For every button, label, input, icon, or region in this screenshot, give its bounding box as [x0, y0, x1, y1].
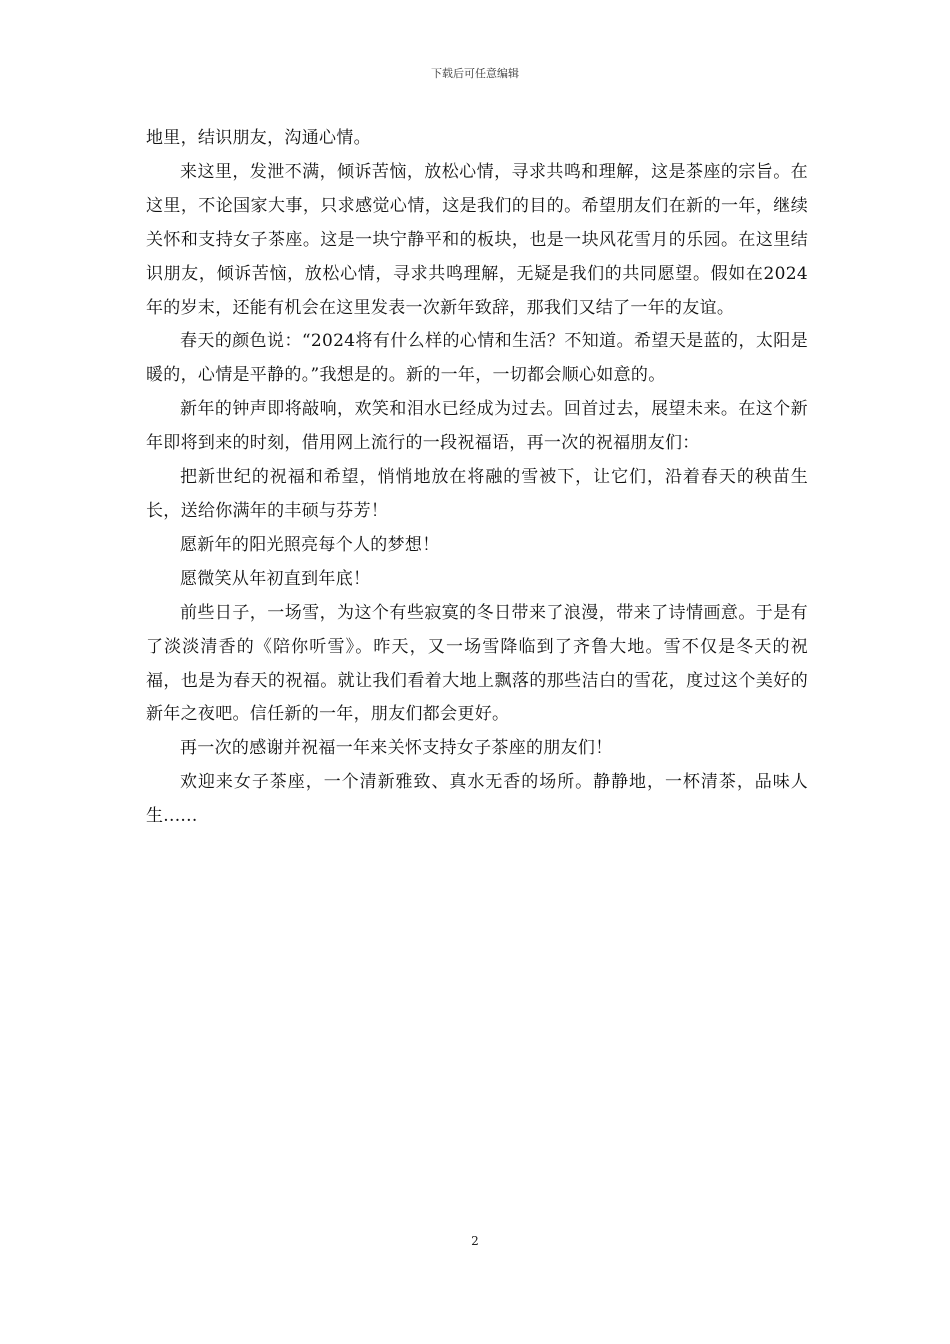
paragraph: 愿新年的阳光照亮每个人的梦想！ [180, 534, 440, 555]
document-body [146, 122, 808, 834]
paragraph: 来这里，发泄不满，倾诉苦恼，放松心情，寻求共鸣和理解，这是茶座的宗旨。在这里，不论国家大事，只求感觉心情，这是我们的目的。希望朋友们在新的一年，继续关怀和支持女子茶座。这是一块宁静平和的板块，也是一块风花雪月的乐园。在这里结识朋友，倾诉苦恼，放松心情，寻求共鸣理解，无疑是我们的共同愿望。假如在2024年的岁末，还能有机会在这里发表一次新年致辞，那我们又结了一年的友谊。 [146, 161, 808, 318]
paragraph: 愿微笑从年初直到年底！ [180, 568, 371, 589]
page-number: 2 [471, 1234, 479, 1248]
paragraph: 再一次的感谢并祝福一年来关怀支持女子茶座的朋友们！ [180, 738, 613, 759]
paragraph-continued: 地里，结识朋友，沟通心情。 [146, 128, 371, 148]
paragraph: 前些日子，一场雪，为这个有些寂寞的冬日带来了浪漫，带来了诗情画意。于是有了淡淡清香的《陪你听雪》。昨天，又一场雪降临到了齐鲁大地。雪不仅是冬天的祝福，也是为春天的祝福。就让我们看着大地上飘落的那些洁白的雪花，度过这个美好的新年之夜吧。信任新的一年，朋友们都会更好。 [146, 602, 808, 725]
paragraph: 欢迎来女子茶座，一个清新雅致、真水无香的场所。静静地，一杯清茶，品味人生...... [146, 772, 808, 827]
page-header: 下载后可任意编辑 [431, 67, 519, 80]
paragraph: 春天的颜色说：“2024将有什么样的心情和生活？不知道。希望天是蓝的，太阳是暖的，心情是平静的。”我想是的。新的一年，一切都会顺心如意的。 [146, 331, 808, 386]
paragraph: 把新世纪的祝福和希望，悄悄地放在将融的雪被下，让它们，沿着春天的秧苗生长，送给你满年的丰硕与芬芳！ [146, 467, 808, 521]
paragraph: 新年的钟声即将敲响，欢笑和泪水已经成为过去。回首过去，展望未来。在这个新年即将到来的时刻，借用网上流行的一段祝福语，再一次的祝福朋友们： [146, 399, 808, 454]
